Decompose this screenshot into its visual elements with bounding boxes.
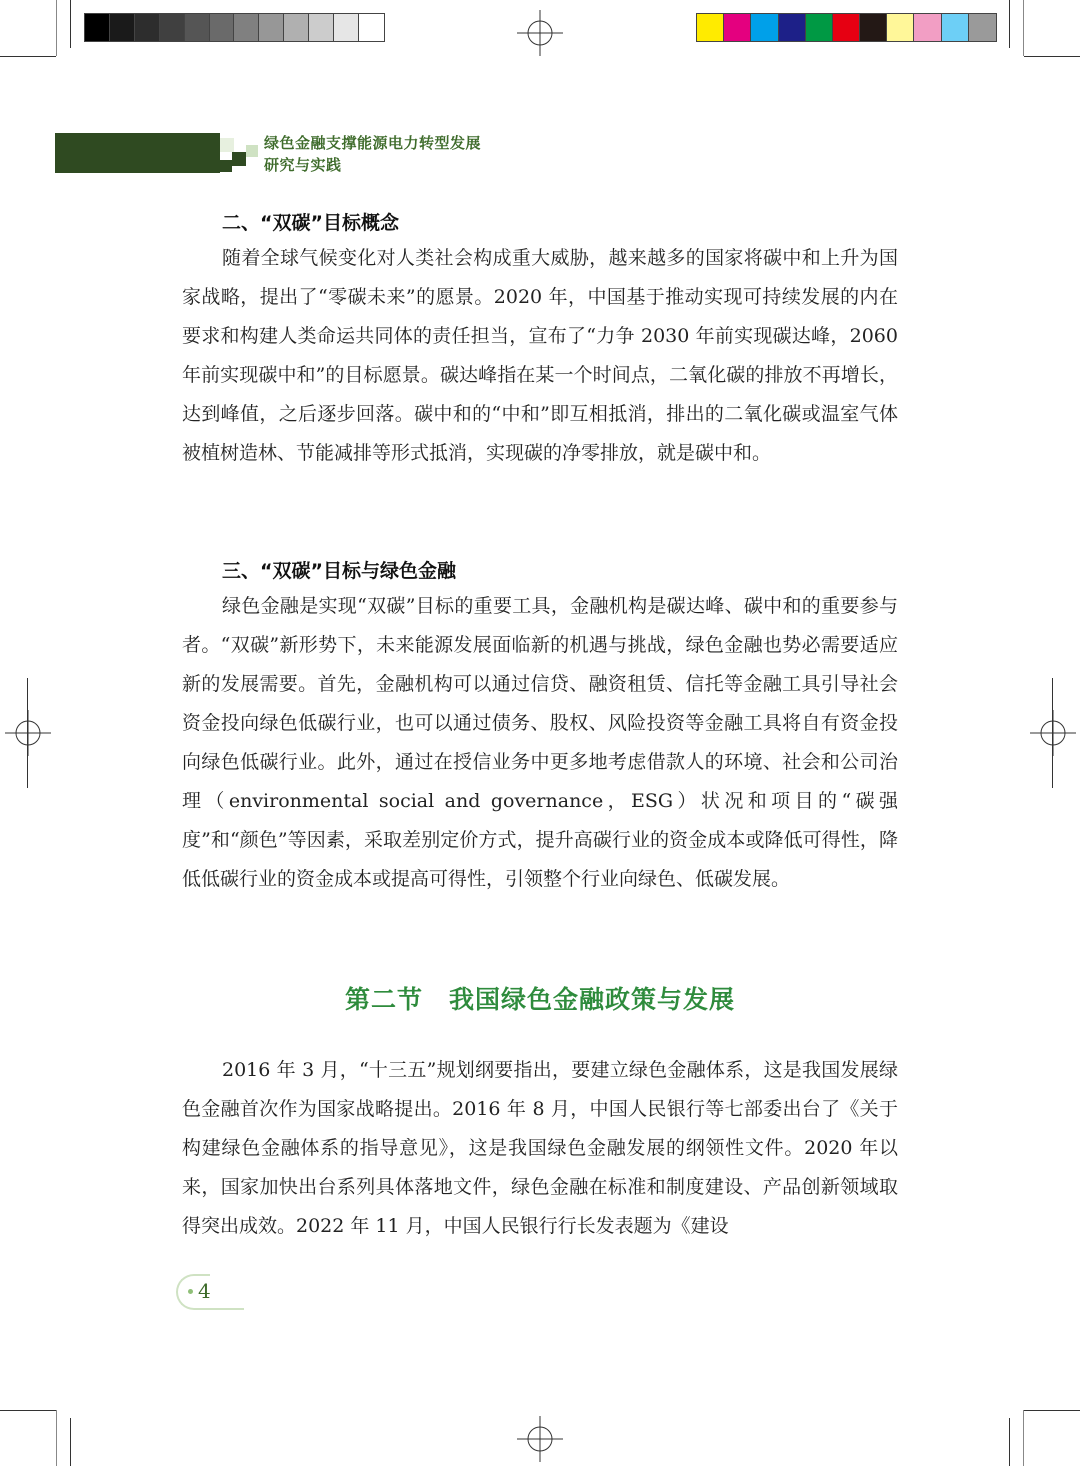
color-swatch: [887, 14, 914, 41]
gray-swatch: [135, 14, 160, 41]
crop-mark-bottom-left-v2: [56, 1410, 57, 1466]
registration-line-left: [27, 678, 28, 788]
running-header-title: 绿色金融支撑能源电力转型发展: [264, 134, 482, 152]
crop-mark-bottom-left-v: [70, 1418, 71, 1466]
page-number-dot: [188, 1289, 193, 1294]
header-decoration-square: [220, 160, 232, 172]
gray-calibration-bar: [84, 13, 385, 42]
crop-mark-bottom-right-h: [1024, 1410, 1080, 1411]
gray-swatch: [359, 14, 384, 41]
section-heading: 二、“双碳”目标概念: [222, 212, 399, 234]
header-decoration-square: [232, 152, 246, 166]
section-heading: 三、“双碳”目标与绿色金融: [222, 560, 456, 582]
gray-swatch: [185, 14, 210, 41]
crop-mark-bottom-right-v: [1009, 1418, 1010, 1466]
gray-swatch: [210, 14, 235, 41]
gray-swatch: [334, 14, 359, 41]
registration-target-right: [1030, 710, 1076, 756]
crop-mark-top-left-h: [0, 56, 56, 57]
crop-mark-top-left-v: [70, 0, 71, 48]
color-swatch: [724, 14, 751, 41]
page-number-badge: [176, 1274, 244, 1312]
running-header-subtitle: 研究与实践: [264, 156, 342, 174]
gray-swatch: [160, 14, 185, 41]
header-decoration-square: [246, 145, 258, 157]
registration-target-left: [5, 710, 51, 756]
chapter-heading: 第二节 我国绿色金融政策与发展: [344, 985, 735, 1014]
color-swatch: [806, 14, 833, 41]
crop-mark-top-right-v: [1009, 0, 1010, 48]
crop-mark-top-left-v2: [56, 0, 57, 56]
registration-target-top: [517, 10, 563, 56]
gray-swatch: [234, 14, 259, 41]
gray-swatch: [309, 14, 334, 41]
body-paragraph: 随着全球气候变化对人类社会构成重大威胁，越来越多的国家将碳中和上升为国家战略，提出了“零碳未来”的愿景。2020 年，中国基于推动实现可持续发展的内在要求和构建人类命运共同体的责任担当，宣布了“力争 2030 年前实现碳达峰，2060 年前实现碳中和”的目标愿景。碳达峰指在某一个时间点，二氧化碳的排放不再增长，达到峰值，之后逐步回落。碳中和的“中和”即互相抵消，排出的二氧化碳或温室气体被植树造林、节能减排等形式抵消，实现碳的净零排放，就是碳中和。: [182, 247, 898, 464]
color-swatch: [697, 14, 724, 41]
color-swatch: [833, 14, 860, 41]
gray-swatch: [259, 14, 284, 41]
color-swatch: [942, 14, 969, 41]
body-paragraph: 绿色金融是实现“双碳”目标的重要工具，金融机构是碳达峰、碳中和的重要参与者。“双碳”新形势下，未来能源发展面临新的机遇与挑战，绿色金融也势必需要适应新的发展需要。首先，金融机构可以通过信贷、融资租赁、信托等金融工具引导社会资金投向绿色低碳行业，也可以通过债务、股权、风险投资等金融工具将自有资金投向绿色低碳行业。此外，通过在授信业务中更多地考虑借款人的环境、社会和公司治理（environmental social and governance，ESG）状况和项目的“碳强度”和“颜色”等因素，采取差别定价方式，提升高碳行业的资金成本或降低可得性，降低低碳行业的资金成本或提高可得性，引领整个行业向绿色、低碳发展。: [182, 595, 898, 890]
crop-mark-bottom-left-h: [0, 1410, 56, 1411]
page-number: 4: [198, 1279, 211, 1303]
gray-swatch: [110, 14, 135, 41]
color-swatch: [969, 14, 996, 41]
color-swatch: [914, 14, 941, 41]
crop-mark-bottom-right-v2: [1023, 1410, 1024, 1466]
crop-mark-top-right-v2: [1023, 0, 1024, 56]
color-swatch: [860, 14, 887, 41]
gray-swatch: [85, 14, 110, 41]
color-swatch: [751, 14, 778, 41]
body-paragraph: 2016 年 3 月，“十三五”规划纲要指出，要建立绿色金融体系，这是我国发展绿色金融首次作为国家战略提出。2016 年 8 月，中国人民银行等七部委出台了《关于构建绿色金融体系的指导意见》，这是我国绿色金融发展的纲领性文件。2020 年以来，国家加快出台系列具体落地文件，绿色金融在标准和制度建设、产品创新领域取得突出成效。2022 年 11 月，中国人民银行行长发表题为《建设: [182, 1059, 898, 1237]
header-color-block: [55, 133, 220, 173]
color-calibration-bar: [696, 13, 997, 42]
header-decoration-square: [220, 138, 234, 152]
registration-line-right: [1052, 678, 1053, 788]
color-swatch: [779, 14, 806, 41]
registration-target-bottom: [517, 1416, 563, 1462]
gray-swatch: [284, 14, 309, 41]
page-number-underline: [194, 1308, 244, 1310]
crop-mark-top-right-h: [1024, 56, 1080, 57]
